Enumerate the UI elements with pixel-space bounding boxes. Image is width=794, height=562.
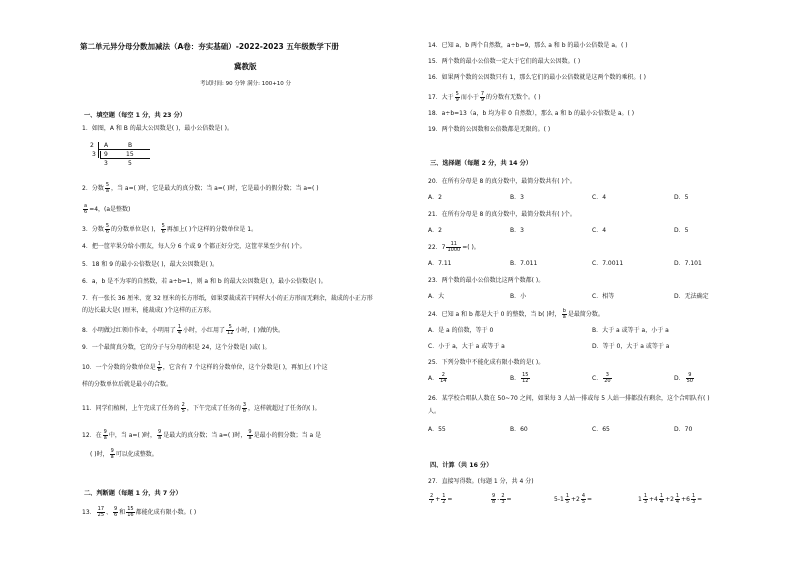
question-17: 17．大于 $\frac{5}{9}$ 而小于 $\frac{7}{9}$ 的分数有无数个。( ) — [428, 91, 541, 103]
question-10: 10．一个分数的分数单位是 $\frac{1}{8}$ ，它含有 7 个这样的分数单位，这个分数是( )，再加上( )个这 — [82, 361, 328, 373]
fraction: $\frac{17}{25}$ — [97, 506, 105, 518]
section-title-calc: 四、计算（共 16 分） — [430, 462, 493, 469]
fraction: $\frac{5}{6}$ — [105, 223, 110, 235]
question-13: 13． $\frac{17}{25}$ 、 $\frac{9}{6}$ 和 $\frac{15}{16}$ 都能化成有限小数。( ) — [82, 506, 197, 518]
fraction: $\frac{9}{a}$ — [158, 429, 162, 441]
calc-item-4: 1 $\frac{1}{3}$ +4 $\frac{1}{4}$ +2 $\frac{1}{4}$ +6 $\frac{1}{3}$ = — [638, 493, 703, 505]
fraction: $\frac{a}{6}$ — [84, 203, 88, 215]
fraction: $\frac{15}{16}$ — [127, 506, 134, 518]
fraction: $\frac{1}{4}$ — [177, 324, 182, 336]
option-d: D．70 — [674, 426, 693, 433]
option-b: B．3 — [510, 227, 524, 234]
question-12-cont: ( )时， $\frac{9}{a}$ 可以化成整数。 — [90, 448, 158, 460]
fraction: $\frac{3}{8}$ — [242, 402, 247, 414]
fraction: $\frac{9}{6}$ — [114, 506, 118, 518]
fraction: $\frac{11}{1000}$ — [447, 241, 461, 253]
fraction: $\frac{5}{9}$ — [455, 91, 459, 103]
fraction: $\frac{2}{5}$ — [181, 402, 185, 414]
option-d: D．5 — [674, 227, 689, 234]
question-3: 3．分数 $\frac{5}{6}$ 的分数单位是( )， $\frac{5}{6}$ 再加上( )个这样的分数单位是 1。 — [82, 223, 258, 235]
option-a: A．55 — [428, 426, 446, 433]
fraction: $\frac{1}{8}$ — [157, 361, 161, 373]
question-27: 27．直接写得数。(每题 1 分，共 4 分) — [428, 478, 534, 485]
option-b: B．60 — [510, 426, 528, 433]
option-a: A．是 a 的倍数，等于 0 — [428, 327, 494, 334]
calc-item-1: $\frac{2}{7}$ + $\frac{1}{2}$ = — [430, 493, 453, 505]
question-19: 19．两个数的公因数和公倍数都是无限的。( ) — [428, 126, 551, 133]
question-11: 11．同学们植树，上午完成了任务的 $\frac{2}{5}$ ，下午完成了任务的 $\frac{3}{8}$ ，这样就超过了任务的( )。 — [82, 402, 321, 414]
question-20: 20．在所有分母是 8 的真分数中，最简分数共有( )个。 — [428, 178, 576, 185]
option-c: C．4 — [592, 227, 607, 234]
calc-item-2: $\frac{9}{8}$ - $\frac{2}{3}$ = — [492, 493, 512, 505]
fraction: $\frac{7}{9}$ — [480, 91, 485, 103]
question-16: 16．如果两个数的公因数只有 1，那么它们的最小公倍数就是这两个数的乘积。( ) — [428, 74, 646, 81]
fraction: $\frac{5}{6}$ — [161, 223, 165, 235]
option-d: D． $\frac{9}{50}$ — [674, 372, 693, 384]
option-c: C． $\frac{3}{20}$ — [592, 372, 611, 384]
fraction: $\frac{9}{a}$ — [248, 429, 252, 441]
option-d: D．5 — [674, 194, 689, 201]
option-a: A．2 — [428, 194, 442, 201]
page-title-line2: 冀教版 — [234, 62, 257, 71]
question-12: 12．在 $\frac{9}{a}$ 中，当 a=( )时， $\frac{9}{a}$ 是最大的真分数；当 a=( )时， $\frac{9}{a}$ 是最小的假分数；当 a 是 — [82, 429, 322, 441]
question-5: 5．18 和 9 的最小公倍数是( )，最大公因数是( )。 — [82, 261, 219, 268]
question-22: 22．7 $\frac{11}{1000}$ =( )。 — [428, 241, 480, 253]
option-d: D．等于 0，大于 a 或等于 a — [592, 343, 670, 350]
option-b: B．7.011 — [510, 260, 538, 267]
option-a: A．7.11 — [428, 260, 452, 267]
question-26-cont: 人。 — [428, 408, 441, 415]
option-c: C．4 — [592, 194, 607, 201]
fraction: $\frac{9}{a}$ — [103, 429, 107, 441]
question-8: 8．小明做过红领巾作业，小明用了 $\frac{1}{4}$ 小时，小红用了 $\frac{5}{12}$ 小时，( )做的快。 — [82, 324, 284, 336]
question-15: 15．两个数的最小公倍数一定大于它们的最大公因数。( ) — [428, 58, 581, 65]
question-2-cont: $\frac{a}{6}$ =4，(a是整数) — [84, 203, 131, 215]
fraction: $\frac{9}{a}$ — [110, 448, 114, 460]
question-18: 18．a÷b=13（a，b 均为非 0 自然数），那么 a 和 b 的最小公倍数是 a。( ) — [428, 110, 635, 117]
question-26: 26．某学校合唱队人数在 50~70 之间，如果每 3 人站一排或每 5 人站一排都没有剩余，这个合唱队有( ) — [428, 395, 710, 402]
option-d: D．7.101 — [674, 260, 702, 267]
question-24: 24．已知 a 和 b 都是大于 0 的整数，当 b( )时， $\frac{b}{a}$ 是最简分数。 — [428, 308, 604, 320]
question-25: 25．下列分数中不能化成有限小数的是( )。 — [428, 359, 545, 366]
question-7-cont: 的边长最大是( )厘米，能裁成( )个这样的正方形。 — [82, 307, 216, 314]
question-7: 7．有一张长 36 厘米、宽 32 厘米的长方形纸，如果要裁成若干同样大小的正方形而无剩余，裁成的小正方形 — [82, 295, 373, 302]
option-c: C．小于 a，大于 a 或等于 a — [428, 343, 505, 350]
question-9: 9．一个最简真分数，它的分子与分母的积是 24，这个分数是( )或( )。 — [82, 344, 271, 351]
option-b: B． $\frac{15}{12}$ — [510, 372, 529, 384]
option-c: C．65 — [592, 426, 610, 433]
option-c: C．7.0011 — [592, 260, 624, 267]
exam-info: 考试时间: 90 分钟 满分: 100+10 分 — [200, 81, 292, 87]
question-23: 23．两个数的最小公倍数比这两个数都( )。 — [428, 277, 545, 284]
section-title-choice: 三、选择题（每题 2 分，共 14 分） — [430, 160, 532, 167]
question-1: 1．如图，A 和 B 的最大公因数是( )，最小公倍数是( )。 — [82, 125, 233, 132]
option-d: D．无法确定 — [674, 293, 709, 300]
question-21: 21．在所有分母是 8 的真分数中，最简分数共有( )个。 — [428, 211, 576, 218]
question-2: 2．分数 $\frac{5}{a}$ ，当 a=( )时，它是最大的真分数；当 a=( )时，它是最小的假分数；当 a=( ) — [82, 182, 319, 194]
fraction: $\frac{b}{a}$ — [562, 308, 566, 320]
question-4: 4．把一筐苹果分给小朋友，每人分 6 个或 9 个都正好分完，这筐苹果至少有( )个。 — [82, 243, 306, 250]
page-title: 第二单元异分母分数加减法（A卷：夯实基础）-2022-2023 五年级数学下册 — [80, 42, 339, 51]
calc-item-3: 5-1 $\frac{1}{5}$ +2 $\frac{4}{5}$ = — [554, 493, 593, 505]
question-10-cont: 样的分数单位后就是最小的合数。 — [82, 381, 173, 388]
option-b: B．大于 a 或等于 a，小于 a — [592, 327, 669, 334]
question-6: 6．a，b 是不为零的自然数，若 a÷b=1，则 a 和 b 的最大公因数是( )，最小公倍数是( )。 — [82, 278, 327, 285]
option-b: B．小 — [510, 293, 527, 300]
fraction: $\frac{5}{a}$ — [105, 182, 110, 194]
question-14: 14．已知 a、b 两个自然数，a÷b=9，那么 a 和 b 的最小公倍数是 a。( ) — [428, 42, 628, 49]
section-title-fill-blank: 一、填空题（每空 1 分，共 23 分） — [84, 112, 186, 119]
option-a: A． $\frac{2}{14}$ — [428, 372, 447, 384]
option-a: A．2 — [428, 227, 442, 234]
option-b: B．3 — [510, 194, 524, 201]
division-diagram: 2 A B 3 9 15 3 5 — [90, 142, 134, 167]
section-title-judge: 二、判断题（每题 1 分，共 7 分） — [84, 490, 182, 497]
fraction: $\frac{5}{12}$ — [227, 324, 234, 336]
option-c: C．相等 — [592, 293, 615, 300]
option-a: A．大 — [428, 293, 445, 300]
